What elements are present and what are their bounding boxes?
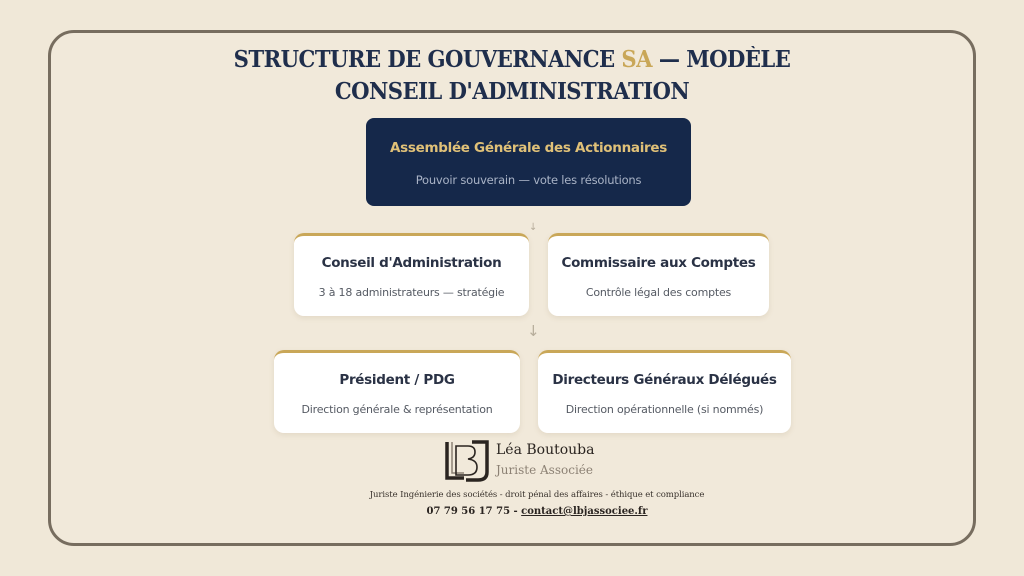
contact-line xyxy=(300,506,774,517)
node-title: Directeurs Généraux Délégués xyxy=(552,372,777,388)
node-description: Direction générale & représentation xyxy=(301,403,493,416)
node-conseil-administration xyxy=(294,233,529,316)
node-description: Pouvoir souverain — vote les résolutions xyxy=(415,173,642,187)
title-part-2: — MODÈLE CONSEIL D'ADMINISTRATION xyxy=(334,46,791,105)
author-tagline: Juriste Ingénierie des sociétés - droit pénal des affaires - éthique et compliance xyxy=(369,490,705,500)
author-role: Juriste Associée xyxy=(496,463,593,477)
arrow-down-icon: ↓ xyxy=(529,222,538,233)
page-title xyxy=(179,44,845,108)
contact-separator: - xyxy=(510,506,522,517)
node-title: Assemblée Générale des Actionnaires xyxy=(390,140,667,156)
node-description: 3 à 18 administrateurs — stratégie xyxy=(318,286,505,299)
title-part-1: STRUCTURE DE GOUVERNANCE xyxy=(233,46,622,73)
node-assemblee-generale xyxy=(366,118,691,206)
node-title: Conseil d'Administration xyxy=(321,255,502,271)
node-president-pdg xyxy=(274,350,520,433)
node-title: Commissaire aux Comptes xyxy=(561,255,756,271)
node-directeurs-generaux-delegues xyxy=(538,350,791,433)
title-accent: SA xyxy=(621,46,653,73)
node-commissaire-comptes xyxy=(548,233,769,316)
email-link[interactable]: contact@lbjassociee.fr xyxy=(521,506,648,517)
node-description: Direction opérationnelle (si nommés) xyxy=(565,403,764,416)
lbj-monogram-icon xyxy=(444,440,490,482)
node-description: Contrôle légal des comptes xyxy=(585,286,732,299)
phone-number: 07 79 56 17 75 xyxy=(426,506,511,517)
arrow-down-icon: ↓ xyxy=(527,322,540,340)
author-name: Léa Boutouba xyxy=(496,442,595,458)
node-title: Président / PDG xyxy=(339,372,455,388)
